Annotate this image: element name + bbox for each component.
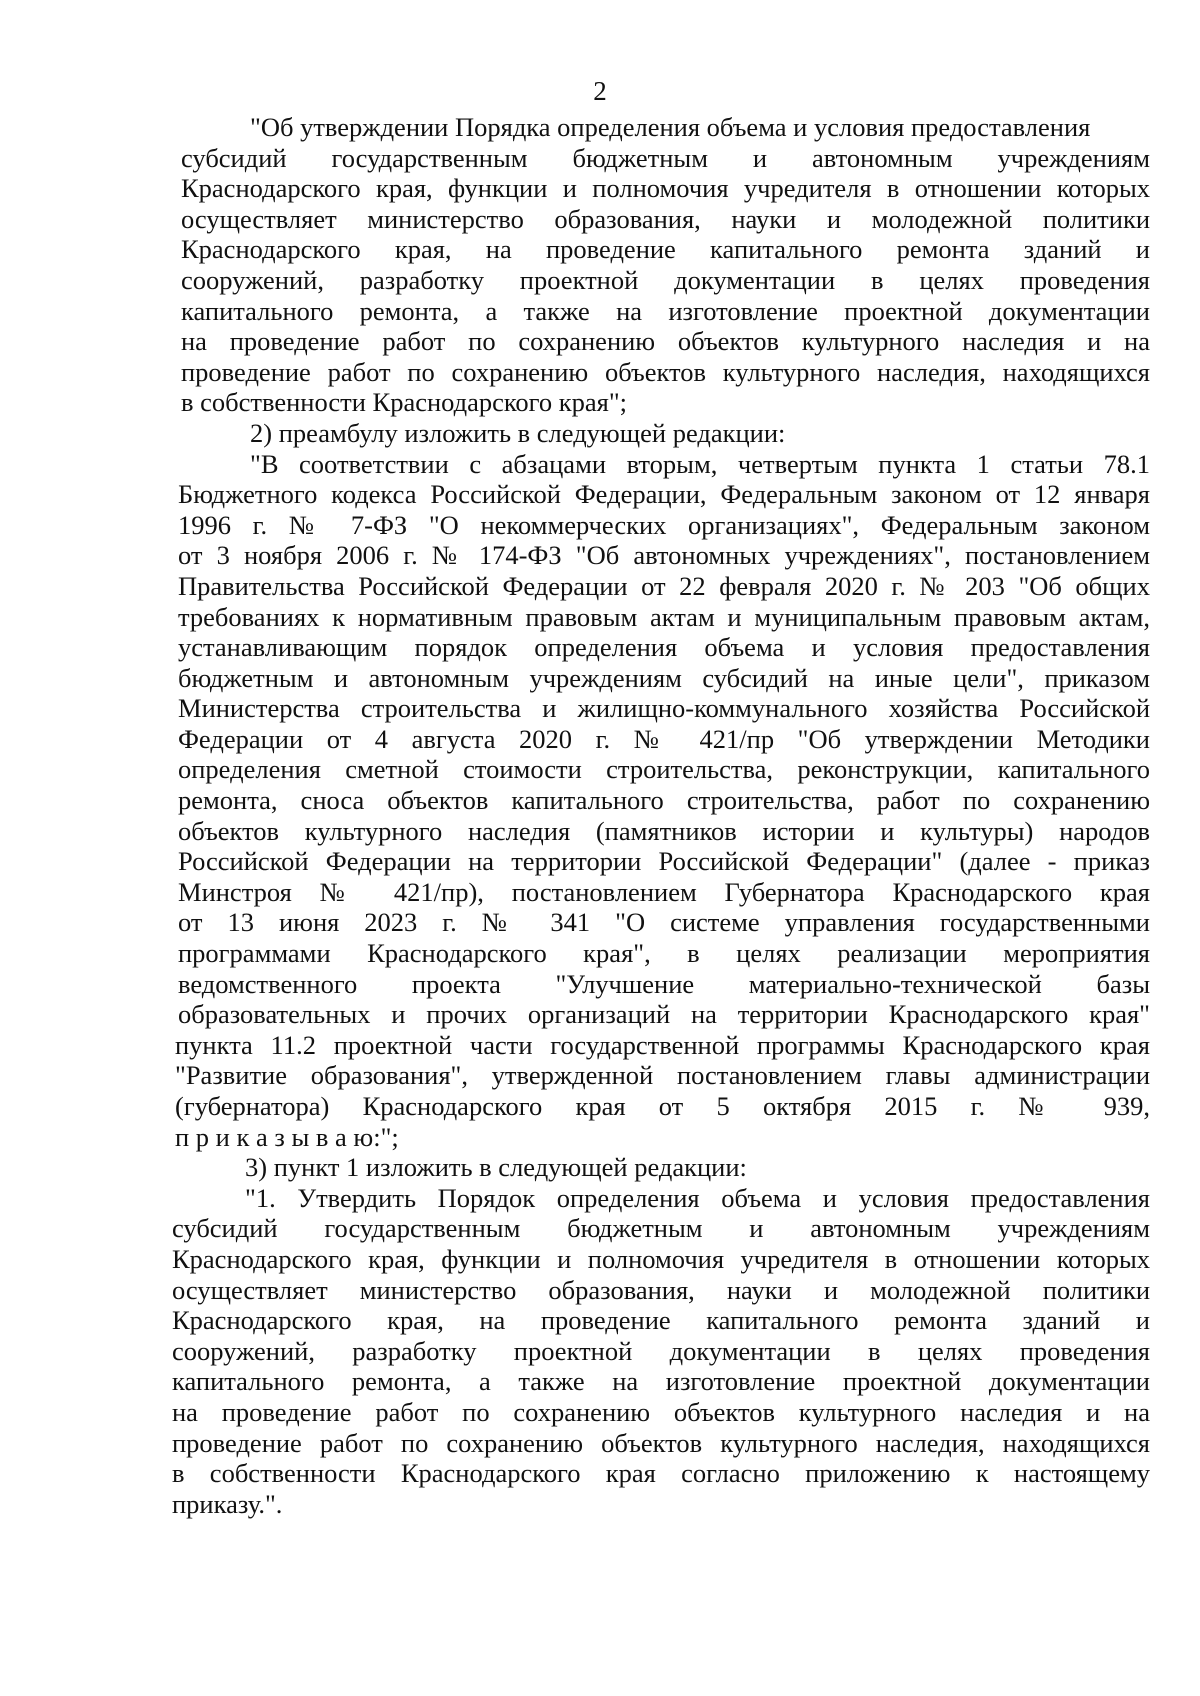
text-line-content: сооружений, разработку проектной документации в целях проведения <box>181 264 1150 295</box>
text-line <box>0 663 1200 694</box>
text-line <box>0 632 1200 663</box>
text-line-content: Бюджетного кодекса Российской Федерации, Федеральным законом от 12 января <box>178 479 1150 510</box>
text-line <box>0 112 1200 143</box>
text-line-content: Краснодарского края, на проведение капитального ремонта зданий и <box>172 1305 1150 1336</box>
text-line-content: на проведение работ по сохранению объектов культурного наследия и на <box>181 326 1150 357</box>
text-line <box>0 693 1200 724</box>
text-line-content: проведение работ по сохранению объектов культурного наследия, находящихся <box>181 356 1150 387</box>
text-line-content: в собственности Краснодарского края согласно приложению к настоящему <box>172 1458 1150 1489</box>
text-line <box>0 969 1200 1000</box>
text-line-content: Федерации от 4 августа 2020 г. № 421/пр "Об утверждении Методики <box>178 723 1150 754</box>
text-line-content: от 3 ноября 2006 г. № 174-ФЗ "Об автономных учреждениях", постановлением <box>178 540 1150 571</box>
text-line-content: на проведение работ по сохранению объектов культурного наследия и на <box>172 1396 1150 1427</box>
text-line <box>0 387 1200 418</box>
text-line-content: 3) пункт 1 изложить в следующей редакции: <box>245 1152 747 1183</box>
text-line <box>0 1244 1200 1275</box>
text-line-content: Министерства строительства и жилищно-коммунального хозяйства Российской <box>178 693 1150 724</box>
text-line <box>0 479 1200 510</box>
text-line <box>0 418 1200 449</box>
text-line <box>0 602 1200 633</box>
text-line <box>0 1122 1200 1153</box>
text-line-content: Правительства Российской Федерации от 22 февраля 2020 г. № 203 "Об общих <box>178 570 1150 601</box>
text-line-content: объектов культурного наследия (памятников истории и культуры) народов <box>178 815 1150 846</box>
text-line <box>0 449 1200 480</box>
text-line-content: образовательных и прочих организаций на территории Краснодарского края" <box>178 999 1150 1030</box>
text-line <box>0 265 1200 296</box>
text-line-content: ведомственного проекта "Улучшение материально-технической базы <box>178 968 1150 999</box>
text-line-content: Минстроя № 421/пр), постановлением Губернатора Краснодарского края <box>178 876 1150 907</box>
text-line-content: программами Краснодарского края", в целях реализации мероприятия <box>178 938 1150 969</box>
text-line-content: субсидий государственным бюджетным и автономным учреждениям <box>181 142 1150 173</box>
text-line-content: устанавливающим порядок определения объема и условия предоставления <box>178 632 1150 663</box>
text-line-content: "Развитие образования", утвержденной постановлением главы администрации <box>175 1060 1150 1091</box>
text-line-content: ремонта, сноса объектов капитального строительства, работ по сохранению <box>178 785 1150 816</box>
text-line-content: (губернатора) Краснодарского края от 5 октября 2015 г. № 939, <box>175 1091 1150 1121</box>
text-line <box>0 143 1200 174</box>
text-line <box>0 1030 1200 1061</box>
text-line <box>0 326 1200 357</box>
text-line-content: пункта 11.2 проектной части государственной программы Краснодарского края <box>175 1029 1150 1060</box>
text-line-content: сооружений, разработку проектной документации в целях проведения <box>172 1335 1150 1366</box>
text-line-content: требованиях к нормативным правовым актам и муниципальным правовым актам, <box>178 601 1150 632</box>
text-line <box>0 785 1200 816</box>
text-line-content: субсидий государственным бюджетным и автономным учреждениям <box>172 1213 1150 1244</box>
text-line <box>0 907 1200 938</box>
text-line-content: бюджетным и автономным учреждениям субсидий на иные цели", приказом <box>178 662 1150 693</box>
text-line-content: капитального ремонта, а также на изготовление проектной документации <box>172 1366 1150 1397</box>
text-line <box>0 1458 1200 1489</box>
text-line <box>0 1366 1200 1397</box>
text-line <box>0 999 1200 1030</box>
text-line <box>0 296 1200 327</box>
text-line-content: определения сметной стоимости строительства, реконструкции, капитального <box>178 754 1150 785</box>
text-line <box>0 540 1200 571</box>
text-line <box>0 816 1200 847</box>
text-line <box>0 846 1200 877</box>
text-line <box>0 1060 1200 1091</box>
text-line-content: 1996 г. № 7-ФЗ "О некоммерческих организациях", Федеральным законом <box>178 509 1150 540</box>
text-line <box>0 1213 1200 1244</box>
text-line <box>0 357 1200 388</box>
text-line <box>0 571 1200 602</box>
text-line-content: осуществляет министерство образования, науки и молодежной политики <box>181 203 1150 234</box>
document-body <box>0 112 1200 1519</box>
text-line <box>0 1275 1200 1306</box>
text-line <box>0 724 1200 755</box>
text-line <box>0 1305 1200 1336</box>
text-line <box>0 1152 1200 1183</box>
text-line <box>0 234 1200 265</box>
text-line-content: приказу.". <box>172 1488 283 1519</box>
text-line-content: от 13 июня 2023 г. № 341 "О системе управления государственными <box>178 907 1150 938</box>
text-line <box>0 173 1200 204</box>
text-line <box>0 1489 1200 1520</box>
text-line-content: в собственности Краснодарского края"; <box>181 387 628 418</box>
page-number: 2 <box>593 76 607 106</box>
text-line-content: капитального ремонта, а также на изготовление проектной документации <box>181 295 1150 326</box>
text-line <box>0 1428 1200 1459</box>
text-line <box>0 1091 1200 1122</box>
text-line <box>0 877 1200 908</box>
text-line <box>0 1336 1200 1367</box>
text-line-content: Краснодарского края, на проведение капитального ремонта зданий и <box>181 234 1150 265</box>
text-line <box>0 938 1200 969</box>
text-line-content: "Об утверждении Порядка определения объема и условия предоставления <box>250 112 1091 142</box>
text-line-content: проведение работ по сохранению объектов культурного наследия, находящихся <box>172 1427 1150 1458</box>
text-line-content: осуществляет министерство образования, науки и молодежной политики <box>172 1274 1150 1305</box>
text-line-content: 2) преамбулу изложить в следующей редакции: <box>250 417 786 448</box>
text-line-content: Российской Федерации на территории Российской Федерации" (далее - приказ <box>178 846 1150 877</box>
text-line-content: "В соответствии с абзацами вторым, четвертым пункта 1 статьи 78.1 <box>250 448 1150 479</box>
text-line-content: "1. Утвердить Порядок определения объема и условия предоставления <box>245 1182 1150 1213</box>
text-line <box>0 754 1200 785</box>
text-line <box>0 1397 1200 1428</box>
text-line-content: п р и к а з ы в а ю:"; <box>175 1121 399 1152</box>
text-line <box>0 510 1200 541</box>
text-line-content: Краснодарского края, функции и полномочия учредителя в отношении которых <box>181 173 1150 204</box>
text-line-content: Краснодарского края, функции и полномочия учредителя в отношении которых <box>172 1243 1150 1274</box>
text-line <box>0 204 1200 235</box>
text-line <box>0 1183 1200 1214</box>
